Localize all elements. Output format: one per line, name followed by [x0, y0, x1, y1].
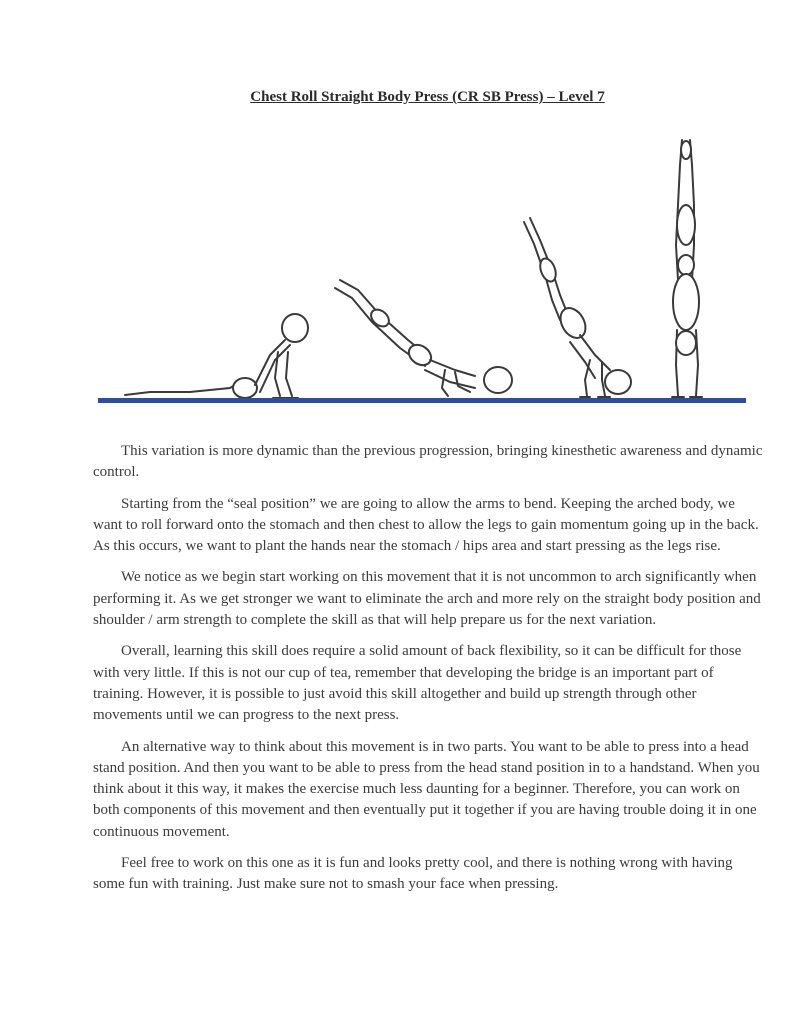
paragraph-6: Feel free to work on this one as it is fun and looks pretty cool, and there is nothing wrong with having some fun with training. Just make sure not to smash your face when pressing. [93, 855, 733, 893]
page-title: Chest Roll Straight Body Press (CR SB Press) – Level 7 [250, 89, 605, 105]
paragraph-2: Starting from the “seal position” we are going to allow the arms to bend. Keeping the arched body, we want to roll forward onto the stomach and then chest to allow the legs to gain momentum going up in the back. As this occurs, we want to plant the hands near the stomach / hips area and start pressing as the legs rise. [93, 495, 759, 555]
figure-svg [90, 130, 760, 410]
paragraph-5: An alternative way to think about this movement is in two parts. You want to be able to press into a head stand position. And then you want to be able to press from the head stand position in to a handstand. When you think about it this way, it makes the exercise much less daunting for a beginner. Therefore, you can work on both components of this movement and then eventually put it together if you are having trouble doing it in one continuous movement. [93, 738, 760, 840]
figure-chest-roll [335, 280, 512, 396]
body-text [93, 441, 765, 906]
paragraph-1: This variation is more dynamic than the previous progression, bringing kinesthetic awareness and dynamic control. [93, 443, 763, 481]
paragraph-4: Overall, learning this skill does require a solid amount of back flexibility, so it can be difficult for those with very little. If this is not our cup of tea, remember that developing the bridge is an important part of training. However, it is possible to just avoid this skill altogether and build up strength through other movements until we can progress to the next press. [93, 643, 742, 724]
figure-seal-position [125, 314, 308, 400]
figure-handstand [672, 140, 702, 397]
floor-line [98, 398, 746, 403]
press-progression-illustration [90, 130, 760, 410]
figure-pressing [524, 218, 631, 397]
paragraph-3: We notice as we begin start working on this movement that it is not uncommon to arch significantly when performing it. As we get stronger we want to eliminate the arch and more rely on the straight body position and shoulder / arm strength to complete the skill as that will help prepare us for the next variation. [93, 569, 761, 629]
